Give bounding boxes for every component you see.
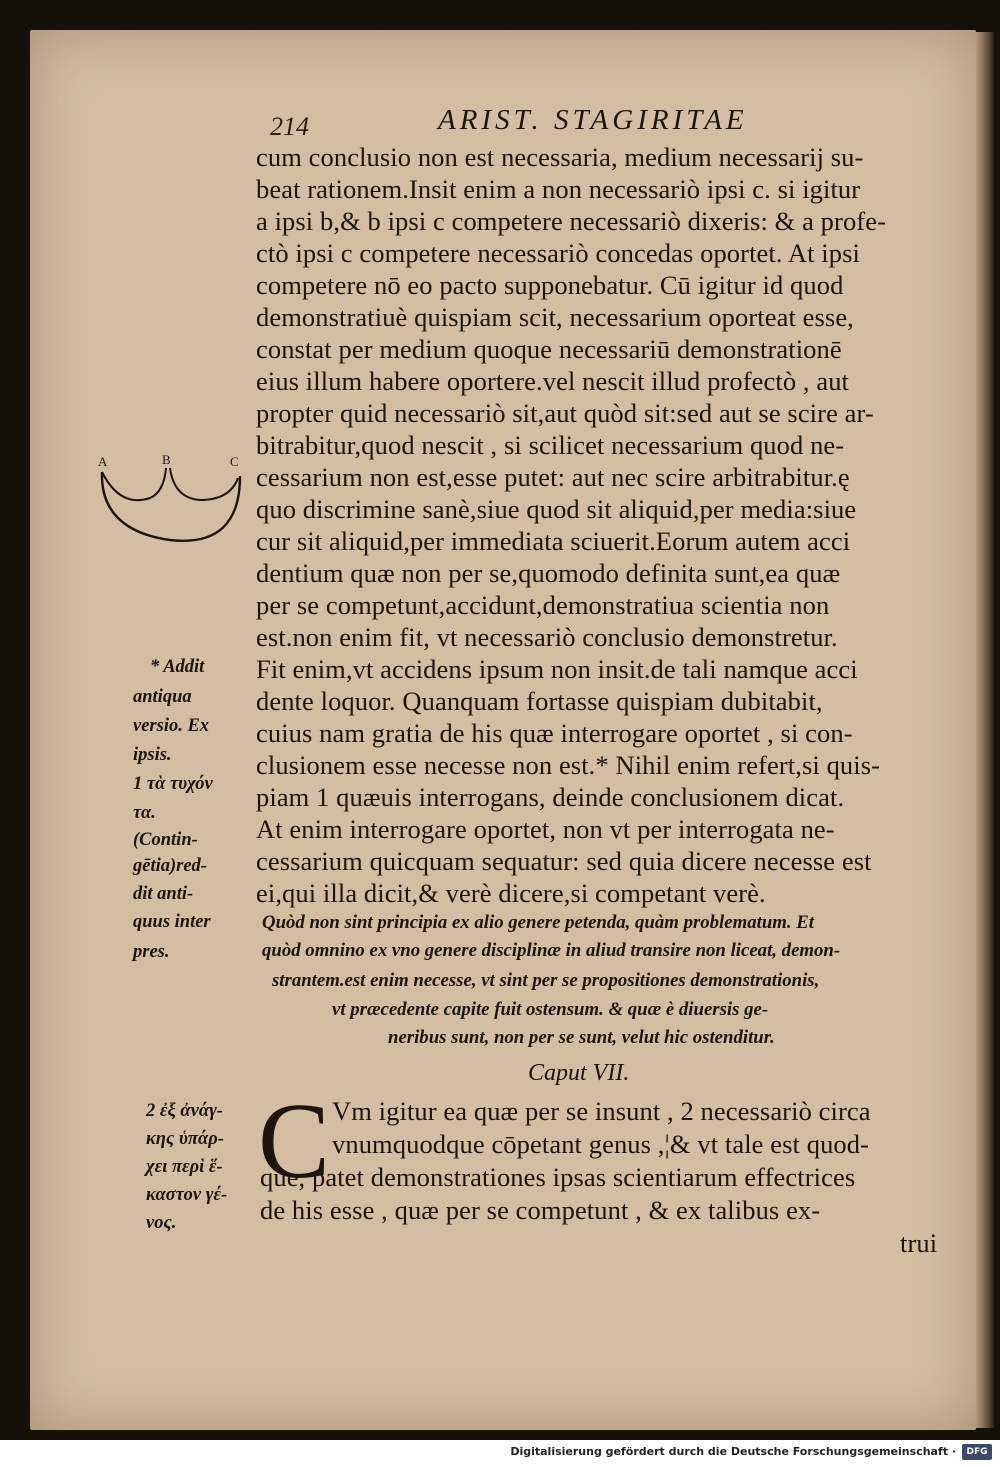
summary-line: neribus sunt, non per se sunt, velut hic ostenditur. [388,1027,775,1048]
text-line: eius illum habere oportere.vel nescit illud profectò , aut [256,366,850,396]
margin-note-line: antiqua [133,687,192,707]
text-line: propter quid necessariò sit,aut quòd sit:sed aut se scire ar- [256,398,874,428]
text-line: est.non enim fit, vt necessariò conclusio demonstretur. [256,622,838,652]
diagram-right-arc [170,468,238,500]
margin-note-line: quus inter [133,912,211,932]
drop-initial: C [258,1082,331,1201]
running-head: ARIST. STAGIRITAE [438,104,748,136]
text-line: competere nō eo pacto supponebatur. Cū igitur id quod [256,270,844,300]
diagram-outer-arc [102,472,240,541]
diagram-left-arc [102,468,166,500]
funding-credit: Digitalisierung gefördert durch die Deutsche Forschungsgemeinschaft · [510,1445,956,1458]
text-line: bitrabitur,quod nescit , si scilicet necessarium quod ne- [256,430,845,460]
text-line: constat per medium quoque necessariū demonstrationē [256,334,842,364]
text-line: clusionem esse necesse non est.* Nihil enim refert,si quis- [256,750,881,780]
diagram-label-a: A [98,454,108,469]
text-line: beat rationem.Insit enim a non necessariò ipsi c. si igitur [256,174,861,204]
summary-line: quòd omnino ex vno genere disciplinæ in aliud transire non liceat, demon- [262,940,841,961]
text-line: dente loquor. Quanquam fortasse quispiam dubitabit, [256,686,823,716]
greek-note-line: νος. [146,1213,177,1233]
greek-note-line: κης ὑπάρ- [146,1129,224,1149]
greek-note-line: χει περὶ ἕ- [146,1157,223,1177]
margin-note-line: (Contin- [133,830,198,850]
margin-note-line: * Addit [150,657,205,677]
chapter-text-line: vnumquodque cōpetant genus ,¦& vt tale est quod- [332,1129,870,1159]
text-line: ei,qui illa dicit,& verè dicere,si competant verè. [256,878,766,908]
margin-note-line: 1 τὰ τυχόν [133,774,213,794]
text-line: demonstratiuè quispiam scit, necessarium oporteat esse, [256,302,854,332]
chapter-text-line: de his esse , quæ per se competunt , & ex talibus ex- [260,1195,821,1225]
chapter-text-line: Vm igitur ea quæ per se insunt , 2 necessariò circa [332,1096,871,1126]
catchword: trui [900,1228,938,1258]
text-line: quo discrimine sanè,siue quod sit aliquid,per media:siue [256,494,857,524]
page-edge [976,32,994,1428]
text-line: cessarium non est,esse putet: aut nec scire arbitrabitur.ę [256,462,850,492]
text-line: dentium quæ non per se,quomodo definita sunt,ea quæ [256,558,841,588]
summary-line: strantem.est enim necesse, vt sint per se propositiones demonstrationis, [272,970,820,991]
text-line: cuius nam gratia de his quæ interrogare oportet , si con- [256,718,853,748]
summary-line: vt præcedente capite fuit ostensum. & quæ è diuersis ge- [332,999,769,1020]
margin-note-line: dit anti- [133,884,194,904]
text-line: a ipsi b,& b ipsi c competere necessariò dixeris: & a profe- [256,206,887,236]
dfg-logo: DFG [962,1444,992,1460]
summary-line: Quòd non sint principia ex alio genere petenda, quàm problematum. Et [262,912,815,933]
text-line: At enim interrogare oportet, non vt per interrogata ne- [256,814,835,844]
margin-note-line: versio. Ex [133,716,210,736]
diagram-label-c: C [230,454,239,469]
text-line: piam 1 quæuis interrogans, deinde conclusionem dicat. [256,782,845,812]
footer-strip [0,1440,1000,1467]
margin-note-line: pres. [133,942,170,962]
syllogism-diagram [90,448,250,558]
chapter-text-line: que, patet demonstrationes ipsas scientiarum effectrices [260,1162,856,1192]
text-line: ctò ipsi c competere necessariò concedas oportet. At ipsi [256,238,860,268]
chapter-heading: Caput VII. [528,1060,630,1086]
margin-note-line: τα. [133,803,156,823]
text-line: per se competunt,accidunt,demonstratiua scientia non [256,590,830,620]
greek-note-line: καστον γέ- [146,1185,228,1205]
greek-note-line: 2 ἐξ ἀνάγ- [146,1101,223,1121]
page-number: 214 [270,112,309,141]
text-line: Fit enim,vt accidens ipsum non insit.de tali namque acci [256,654,858,684]
margin-note-line: gētia)red- [133,856,207,876]
text-line: cessarium quicquam sequatur: sed quia dicere necesse est [256,846,872,876]
margin-note-line: ipsis. [133,745,172,765]
diagram-label-b: B [162,452,171,467]
text-line: cur sit aliquid,per immediata sciuerit.Eorum autem acci [256,526,851,556]
text-line: cum conclusio non est necessaria, medium necessarij su- [256,142,864,172]
